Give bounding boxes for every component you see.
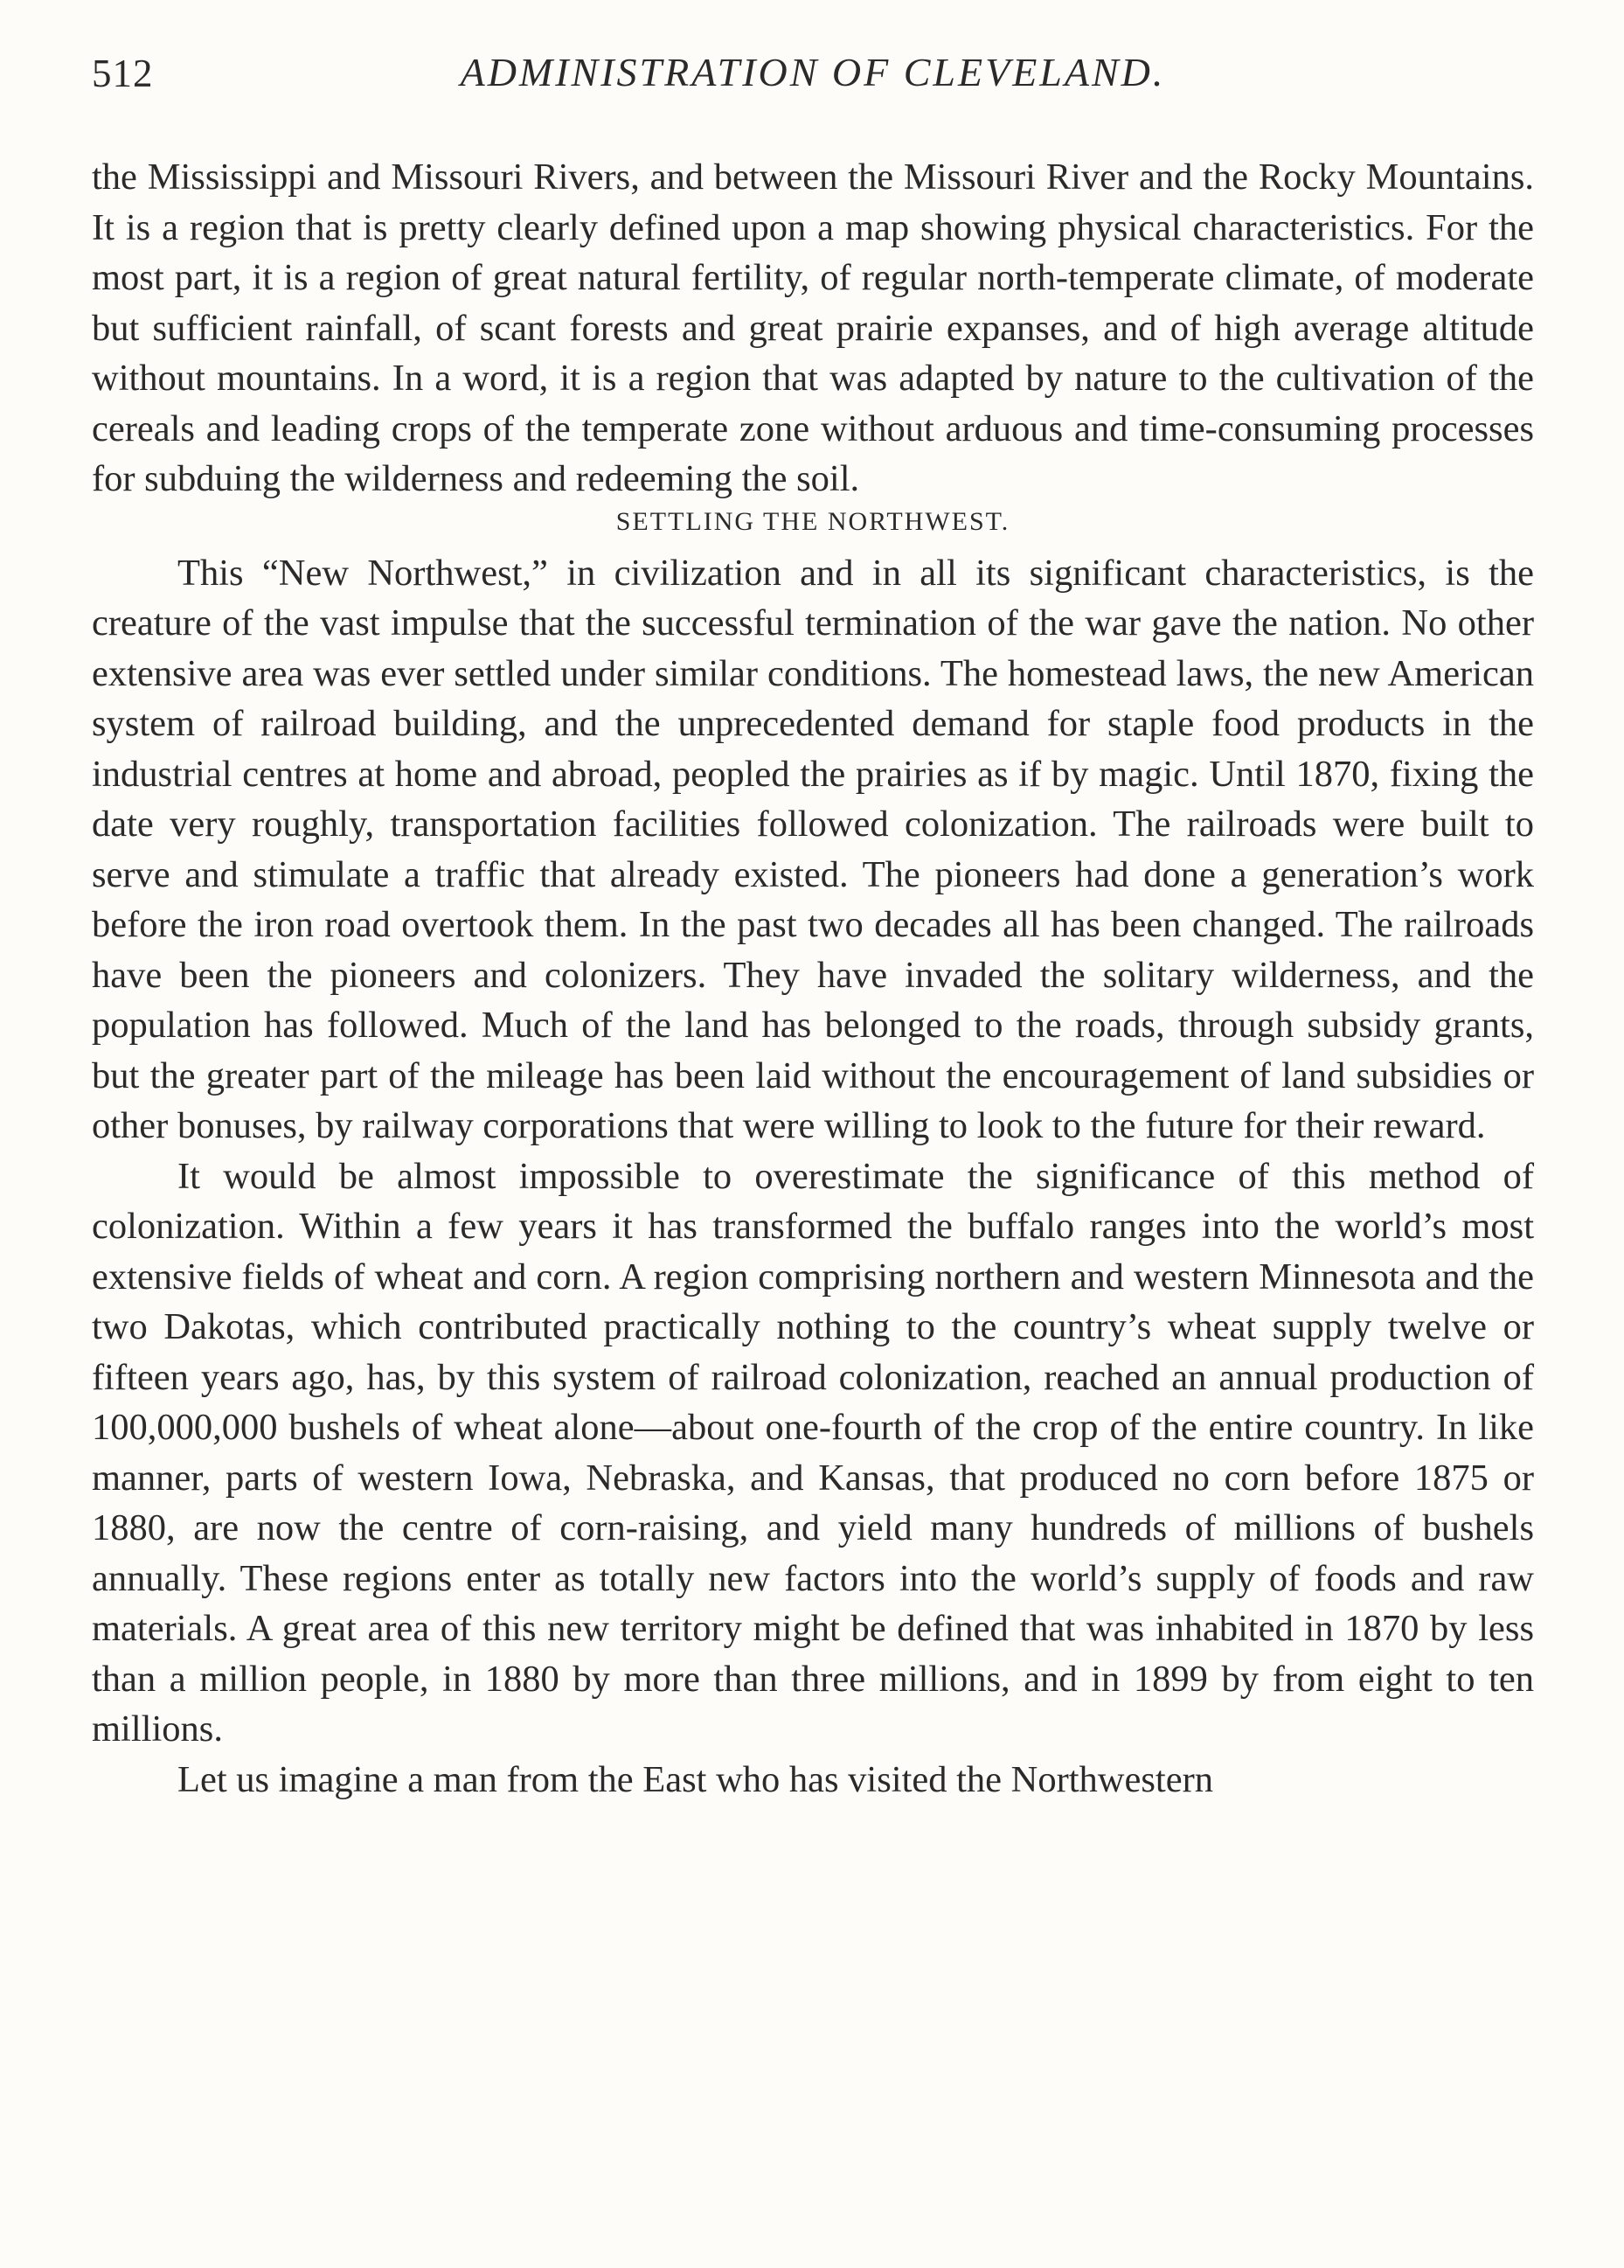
page-header [92, 35, 1534, 105]
page-number: 512 [92, 52, 154, 95]
section-heading: SETTLING THE NORTHWEST. [615, 506, 1010, 536]
paragraph-continued: the Mississippi and Missouri Rivers, and between the Missouri River and the Rocky Mountains. It is a region that is pretty clearly defined upon a map showing physical characteristics. For the most part, it is a region of great natural fertility, of regular north-temperate climate, of moderate but sufficient rainfall, of scant forests and great prairie expanses, and of high average altitude without mountains. In a word, it is a region that was adapted by nature to the cultivation of the cereals and leading crops of the temperate zone without arduous and time-consuming processes for subduing the wilderness and redeeming the soil. [92, 157, 1534, 499]
body-text [92, 152, 1534, 1805]
book-page [92, 35, 1534, 1805]
paragraph-colonization: It would be almost impossible to overestimate the significance of this method of colonization. Within a few years it has transformed the buffalo ranges into the world’s most extensive fields of wheat and corn. A region comprising northern and western Minnesota and the two Dakotas, which contributed practically nothing to the country’s wheat supply twelve or fifteen years ago, has, by this system of railroad colonization, reached an annual production of 100,000,000 bushels of wheat alone—about one-fourth of the crop of the entire country. In like manner, parts of western Iowa, Nebraska, and Kansas, that produced no corn before 1875 or 1880, are now the centre of corn-raising, and yield many hundreds of millions of bushels annually. These regions enter as totally new factors into the world’s supply of foods and raw materials. A great area of this new territory might be defined that was inhabited in 1870 by less than a million people, in 1880 by more than three millions, and in 1899 by from eight to ten millions. [92, 1155, 1534, 1750]
paragraph-imagine: Let us imagine a man from the East who has visited the Northwestern [177, 1758, 1213, 1800]
running-head: ADMINISTRATION OF CLEVELAND. [460, 50, 1166, 94]
paragraph-new-northwest: This “New Northwest,” in civilization and in all its significant characteristics, is the creature of the vast impulse that the successful termination of the war gave the nation. No other extensive area was ever settled under similar conditions. The homestead laws, the new American system of railroad building, and the unprecedented demand for staple food products in the industrial centres at home and abroad, peopled the prairies as if by magic. Until 1870, fixing the date very roughly, transportation facilities followed colonization. The railroads were built to serve and stimulate a traffic that already existed. The pioneers had done a generation’s work before the iron road overtook them. In the past two decades all has been changed. The railroads have been the pioneers and colonizers. They have invaded the solitary wilderness, and the population has followed. Much of the land has belonged to the roads, through subsidy grants, but the greater part of the mileage has been laid without the encouragement of land subsidies or other bonuses, by railway corporations that were willing to look to the future for their reward. [92, 552, 1534, 1146]
